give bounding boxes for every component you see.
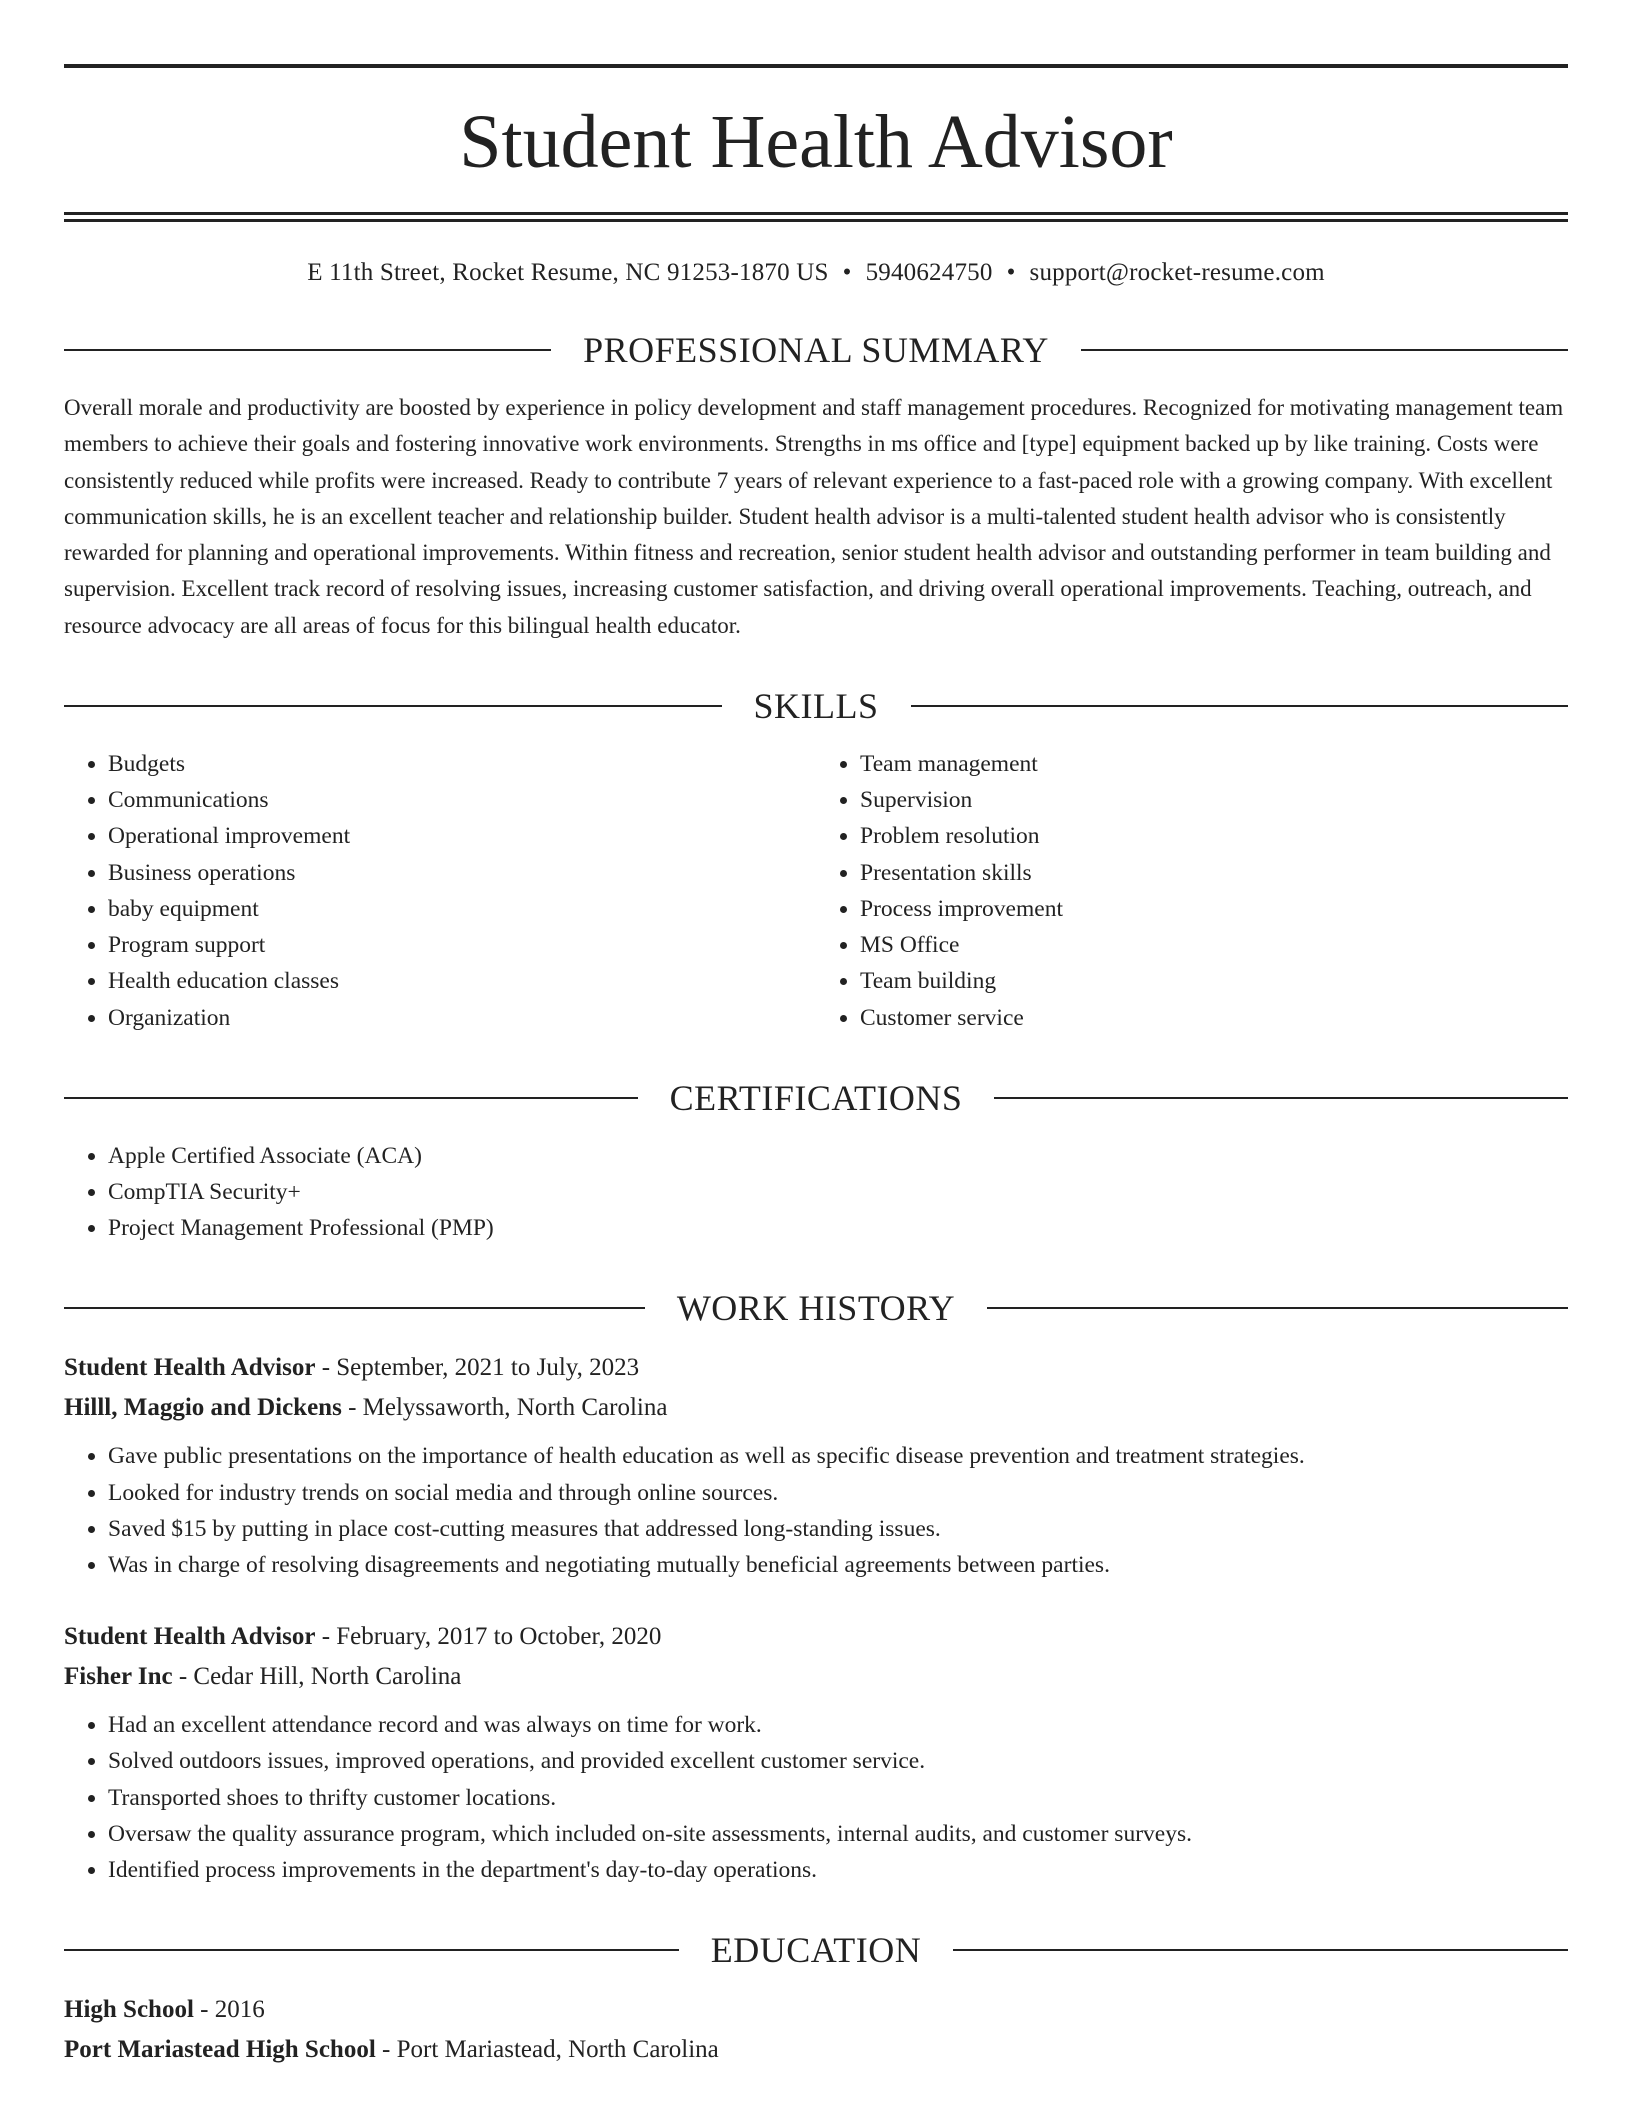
job-title-line (64, 1348, 1568, 1388)
certifications-list (64, 1138, 1568, 1247)
skill-item: • MS Office (860, 927, 1568, 963)
skill-item: • Presentation skills (860, 855, 1568, 891)
skill-item: • Program support (108, 927, 816, 963)
job-company: Fisher Inc (64, 1663, 173, 1691)
skill-item: • Supervision (860, 782, 1568, 818)
job-entry (64, 1617, 1568, 1888)
education-entry (64, 1990, 1568, 2070)
job-title: Student Health Advisor (64, 1354, 316, 1382)
job-company: Hilll, Maggio and Dickens (64, 1394, 342, 1422)
job-bullet: • Was in charge of resolving disagreements and negotiating mutually beneficial agreements between parties. (108, 1547, 1568, 1583)
skill-item: • Budgets (108, 746, 816, 782)
skills-column-left (64, 746, 816, 1036)
job-bullet: • Saved $15 by putting in place cost-cutting measures that addressed long-standing issues. (108, 1511, 1568, 1547)
summary-text: Overall morale and productivity are boosted by experience in policy development and staff management procedures. Recognized for motivating management team members to achieve their goals and fostering innovative work environments. Strengths in ms office and [type] equipment backed up by like training. Costs were consistently reduced while profits were increased. Ready to contribute 7 years of relevant experience to a fast-paced role with a growing company. With excellent communication skills, he is an excellent teacher and relationship builder. Student health advisor is a multi-talented student health advisor who is consistently rewarded for planning and operational improvements. Within fitness and recreation, senior student health advisor and outstanding performer in team building and supervision. Excellent track record of resolving issues, increasing customer satisfaction, and driving overall operational improvements. Teaching, outreach, and resource advocacy are all areas of focus for this bilingual health educator. (64, 395, 1564, 638)
skill-item: • Team management (860, 746, 1568, 782)
skills-column-right (816, 746, 1568, 1036)
job-bullet: • Identified process improvements in the department's day-to-day operations. (108, 1852, 1568, 1888)
job-dates: - September, 2021 to July, 2023 (315, 1354, 640, 1382)
heading-rule-left (64, 1097, 638, 1099)
heading-rule-right (953, 1949, 1568, 1951)
contact-separator: • (1006, 259, 1016, 286)
contact-separator: • (842, 259, 852, 286)
skills-section-heading (64, 684, 1568, 728)
job-company-line (64, 1388, 1568, 1428)
education-school: Port Mariastead High School (64, 2036, 376, 2064)
heading-rule-right (911, 705, 1569, 707)
skill-item: • Team building (860, 963, 1568, 999)
skill-item: • Communications (108, 782, 816, 818)
education-degree: High School (64, 1996, 194, 2024)
heading-rule-left (64, 1307, 645, 1309)
skills-heading: SKILLS (753, 686, 879, 727)
job-bullets (64, 1438, 1568, 1583)
top-rule (64, 64, 1568, 68)
contact-phone: 5940624750 (865, 259, 993, 286)
job-bullets (64, 1707, 1568, 1888)
heading-rule-right (994, 1097, 1568, 1099)
job-bullet: • Had an excellent attendance record and was always on time for work. (108, 1707, 1568, 1743)
education-section-heading (64, 1928, 1568, 1972)
certifications-heading: CERTIFICATIONS (669, 1077, 963, 1118)
skills-list (64, 746, 1568, 1036)
job-title-line (64, 1617, 1568, 1657)
contact-line (64, 258, 1568, 288)
skill-item: • Health education classes (108, 963, 816, 999)
job-company-line (64, 1657, 1568, 1697)
skill-item: • baby equipment (108, 891, 816, 927)
skill-item: • Business operations (108, 855, 816, 891)
job-title: Student Health Advisor (64, 1623, 316, 1651)
education-school-line (64, 2030, 1568, 2070)
certifications-section-heading (64, 1076, 1568, 1120)
job-bullet: • Looked for industry trends on social media and through online sources. (108, 1475, 1568, 1511)
work-heading: WORK HISTORY (676, 1288, 956, 1329)
job-bullet: • Solved outdoors issues, improved operations, and provided excellent customer service. (108, 1743, 1568, 1779)
job-bullet: • Gave public presentations on the importance of health education as well as specific disease prevention and treatment strategies. (108, 1438, 1568, 1474)
contact-email[interactable]: support@rocket-resume.com (1029, 259, 1325, 286)
skill-item: • Operational improvement (108, 818, 816, 854)
certification-item: • Project Management Professional (PMP) (108, 1210, 1568, 1246)
heading-rule-right (1081, 349, 1568, 351)
summary-heading: PROFESSIONAL SUMMARY (583, 330, 1049, 370)
education-location: - Port Mariastead, North Carolina (375, 2036, 719, 2064)
certification-item: • CompTIA Security+ (108, 1174, 1568, 1210)
job-bullet: • Oversaw the quality assurance program, which included on-site assessments, internal audits, and customer surveys. (108, 1816, 1568, 1852)
heading-rule-left (64, 349, 551, 351)
work-section-heading (64, 1286, 1568, 1330)
heading-rule-right (987, 1307, 1568, 1309)
skill-item: • Process improvement (860, 891, 1568, 927)
education-year: - 2016 (193, 1996, 265, 2024)
job-location: - Cedar Hill, North Carolina (172, 1663, 462, 1691)
heading-rule-left (64, 705, 722, 707)
job-location: - Melyssaworth, North Carolina (341, 1394, 668, 1422)
skill-item: • Customer service (860, 1000, 1568, 1036)
skill-item: • Problem resolution (860, 818, 1568, 854)
title-double-rule (64, 212, 1568, 222)
job-entry (64, 1348, 1568, 1583)
certification-item: • Apple Certified Associate (ACA) (108, 1138, 1568, 1174)
education-heading: EDUCATION (710, 1930, 922, 1971)
page-title: Student Health Advisor (459, 100, 1173, 184)
skill-item: • Organization (108, 1000, 816, 1036)
summary-section-heading (64, 328, 1568, 372)
job-dates: - February, 2017 to October, 2020 (315, 1623, 662, 1651)
contact-address: E 11th Street, Rocket Resume, NC 91253-1870 US (307, 259, 829, 286)
heading-rule-left (64, 1949, 679, 1951)
job-bullet: • Transported shoes to thrifty customer locations. (108, 1780, 1568, 1816)
education-degree-line (64, 1990, 1568, 2030)
